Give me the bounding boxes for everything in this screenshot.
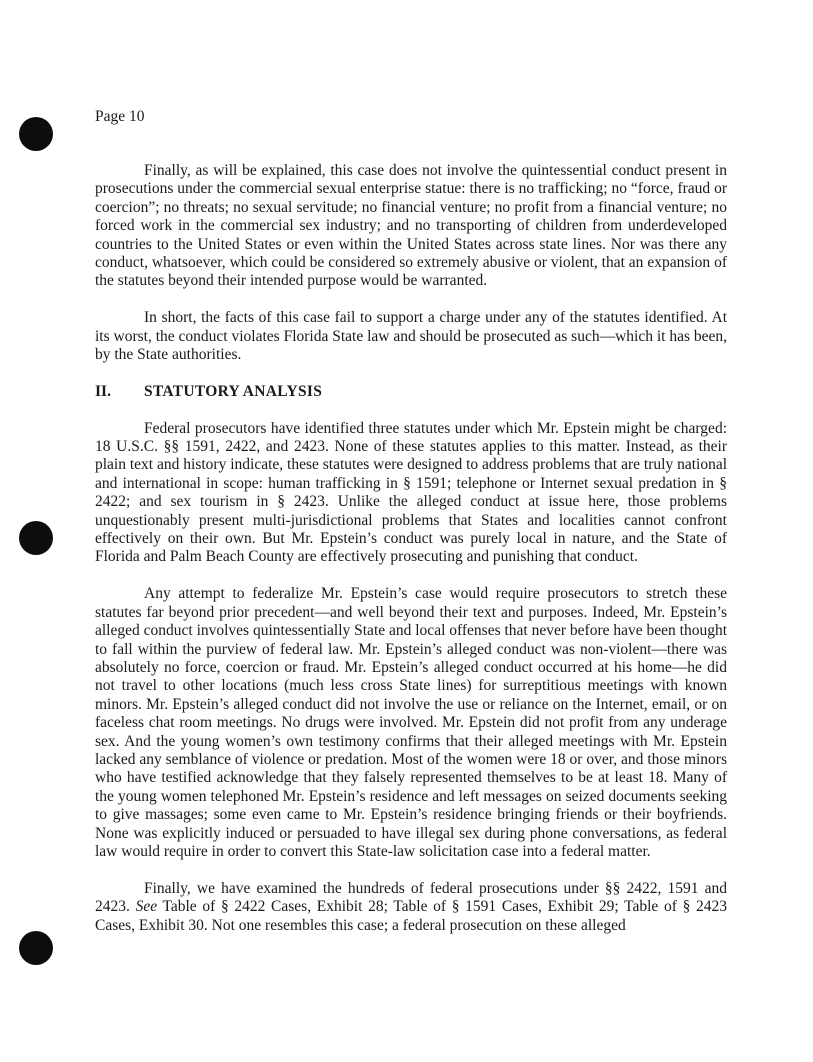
paragraph-summary: In short, the facts of this case fail to support a charge under any of the statutes identified. At its worst, the conduct violates Florida State law and should be prosecuted as such—which it has been, by the State authorities. [95,309,727,364]
section-heading [95,383,727,401]
paragraph-prosecutions [95,880,727,935]
paragraph-intro-conduct: Finally, as will be explained, this case does not involve the quintessential conduct present in prosecutions under the commercial sexual enterprise statue: there is no trafficking; no “force, fraud or coercion”; no threats; no sexual servitude; no financial venture; no profit from a financial venture; no forced work in the commercial sex industry; and no transporting of children from underdeveloped countries to the United States or even within the United States across state lines. Nor was there any conduct, whatsoever, which could be considered so extremely abusive or violent, that an expansion of the statutes beyond their intended purpose would be warranted. [95,162,727,290]
document-body [95,162,727,935]
section-title: STATUTORY ANALYSIS [144,382,323,400]
punch-hole [19,521,53,555]
paragraph-statutes: Federal prosecutors have identified three statutes under which Mr. Epstein might be charged: 18 U.S.C. §§ 1591, 2422, and 2423. None of these statutes applies to this matter. Instead, as their plain text and history indicate, these statutes were designed to address problems that are truly national and international in scope: human trafficking in § 1591; telephone or Internet sexual predation in § 2422; and sex tourism in § 2423. Unlike the alleged conduct at issue here, those problems unquestionably present multi-jurisdictional problems that States and localities cannot confront effectively on their own. But Mr. Epstein’s conduct was purely local in nature, and the State of Florida and Palm Beach County are effectively prosecuting and punishing that conduct. [95,419,727,566]
section-number: II. [95,382,111,400]
punch-hole [19,931,53,965]
paragraph-text: Finally, we have examined the hundreds of federal prosecutions under §§ 2422, 1591 and 2423. [95,879,727,916]
paragraph-text: Table of § 2422 Cases, Exhibit 28; Table of § 1591 Cases, Exhibit 29; Table of § 2423 Cases, Exhibit 30. Not one resembles this case; a federal prosecution on these alleged [95,898,727,934]
citation-signal: See [135,898,158,916]
page-number: Page 10 [95,108,145,125]
punch-hole [19,117,53,151]
paragraph-federalize: Any attempt to federalize Mr. Epstein’s case would require prosecutors to stretch these statutes far beyond prior precedent—and well beyond their text and purposes. Indeed, Mr. Epstein’s alleged conduct involves quintessentially State and local offenses that never before have been thought to fall within the purview of federal law. Mr. Epstein’s alleged conduct was non-violent—there was absolutely no force, coercion or fraud. Mr. Epstein’s alleged conduct occurred at his home—he did not travel to other locations (much less cross State lines) for surreptitious meetings with known minors. Mr. Epstein’s alleged conduct did not involve the use or reliance on the Internet, email, or on faceless chat room meetings. No drugs were involved. Mr. Epstein did not profit from any underage sex. And the young women’s own testimony confirms that their alleged meetings with Mr. Epstein lacked any semblance of violence or predation. Most of the women were 18 or over, and those minors who have testified acknowledge that they falsely represented themselves to be at least 18. Many of the young women telephoned Mr. Epstein’s residence and left messages on seized documents seeking to give massages; some even came to Mr. Epstein’s residence bringing friends or their boyfriends. None was explicitly induced or persuaded to have illegal sex during phone conversations, as federal law would require in order to convert this State-law solicitation case into a federal matter. [95,585,727,860]
